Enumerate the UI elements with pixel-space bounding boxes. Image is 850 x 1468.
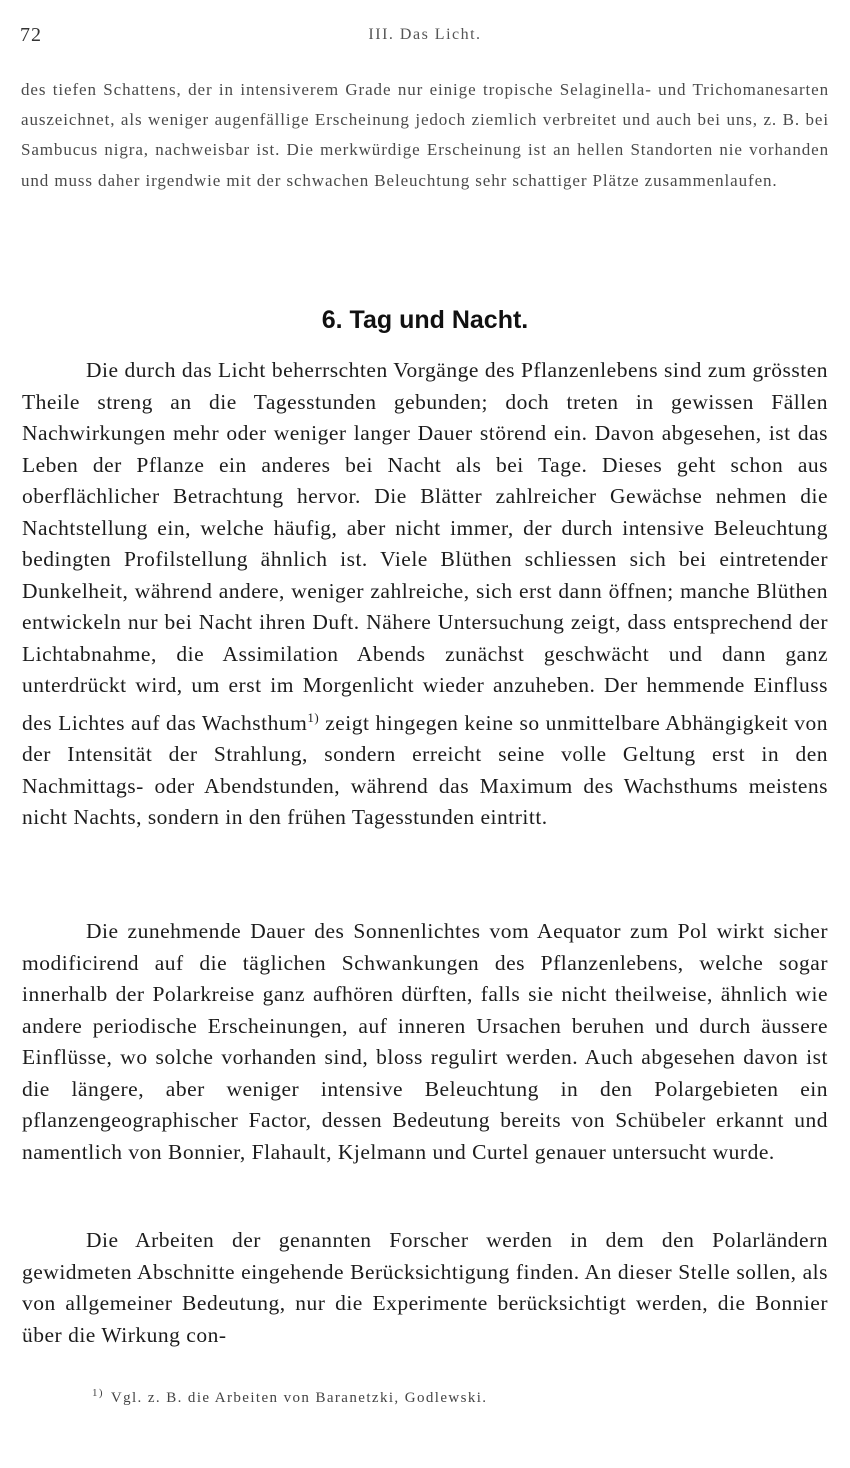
paragraph-3 xyxy=(22,1225,828,1351)
footnote xyxy=(92,1387,488,1407)
section-heading: 6. Tag und Nacht. xyxy=(321,306,529,334)
page-header xyxy=(0,24,850,48)
running-head: III. Das Licht. xyxy=(368,26,482,43)
paragraph-1 xyxy=(22,355,828,834)
intro-paragraph: des tiefen Schattens, der in intensiverem Grade nur einige tropische Selaginella- und Trichomanesarten auszeichnet, als weniger augenfällige Erscheinung jedoch ziemlich verbreitet und auch bei uns, z. B. bei Sambucus nigra, nachweisbar ist. Die merkwürdige Erscheinung ist an hellen Standorten nie vorhanden und muss daher irgendwie mit der schwachen Beleuchtung sehr schattiger Plätze zusammenlaufen. xyxy=(21,80,829,190)
footnote-reference: 1) xyxy=(307,709,320,725)
paragraph-1-continuation: zeigt hingegen keine so unmittelbare Abhängigkeit von der Intensität der Strahlung, sondern erreicht seine volle Geltung erst in den Nachmittags- oder Abendstunden, während das Maximum des Wachsthums meistens nicht Nachts, sondern in den frühen Tagesstunden eintritt. xyxy=(22,710,828,830)
paragraph-2-text: Die zunehmende Dauer des Sonnenlichtes vom Aequator zum Pol wirkt sicher modificirend auf die täglichen Schwankungen des Pflanzenlebens, welche sogar innerhalb der Polarkreise ganz aufhören dürften, falls sie nicht theilweise, ähnlich wie andere periodische Erscheinungen, auf inneren Ursachen beruhen und durch äussere Einflüsse, wo solche vorhanden sind, bloss regulirt werden. Auch abgesehen davon ist die längere, aber weniger intensive Beleuchtung in den Polargebieten ein pflanzengeographischer Factor, dessen Bedeutung bereits von Schübeler erkannt und namentlich von Bonnier, Flahault, Kjelmann und Curtel genauer untersucht wurde. xyxy=(22,919,828,1164)
footnote-mark: 1) xyxy=(92,1387,104,1399)
paragraph-1-text: Die durch das Licht beherrschten Vorgänge des Pflanzenlebens sind zum grössten Theile streng an die Tagesstunden gebunden; doch treten in gewissen Fällen Nachwirkungen mehr oder weniger langer Dauer störend ein. Davon abgesehen, ist das Leben der Pflanze ein anderes bei Nacht als bei Tage. Dieses geht schon aus oberflächlicher Betrachtung hervor. Die Blätter zahlreicher Gewächse nehmen die Nachtstellung ein, welche häufig, aber nicht immer, der durch intensive Beleuchtung bedingten Profilstellung ähnlich ist. Viele Blüthen schliessen sich bei eintretender Dunkelheit, während andere, weniger zahlreiche, sich erst dann öffnen; manche Blüthen entwickeln nur bei Nacht ihren Duft. Nähere Untersuchung zeigt, dass entsprechend der Lichtabnahme, die Assimilation Abends zunächst geschwächt und dann ganz unterdrückt wird, um erst im Morgenlicht wieder anzuheben. Der hemmende Einfluss des Lichtes auf das Wachsthum xyxy=(22,358,828,735)
paragraph-2 xyxy=(22,916,828,1168)
page-number: 72 xyxy=(20,24,42,46)
footnote-text: Vgl. z. B. die Arbeiten von Baranetzki, Godlewski. xyxy=(110,1390,488,1406)
paragraph-3-text: Die Arbeiten der genannten Forscher werden in dem den Polarländern gewidmeten Abschnitte eingehende Berücksichtigung finden. An dieser Stelle sollen, als von allgemeiner Bedeutung, nur die Experimente berücksichtigt werden, die Bonnier über die Wirkung con- xyxy=(22,1228,828,1347)
